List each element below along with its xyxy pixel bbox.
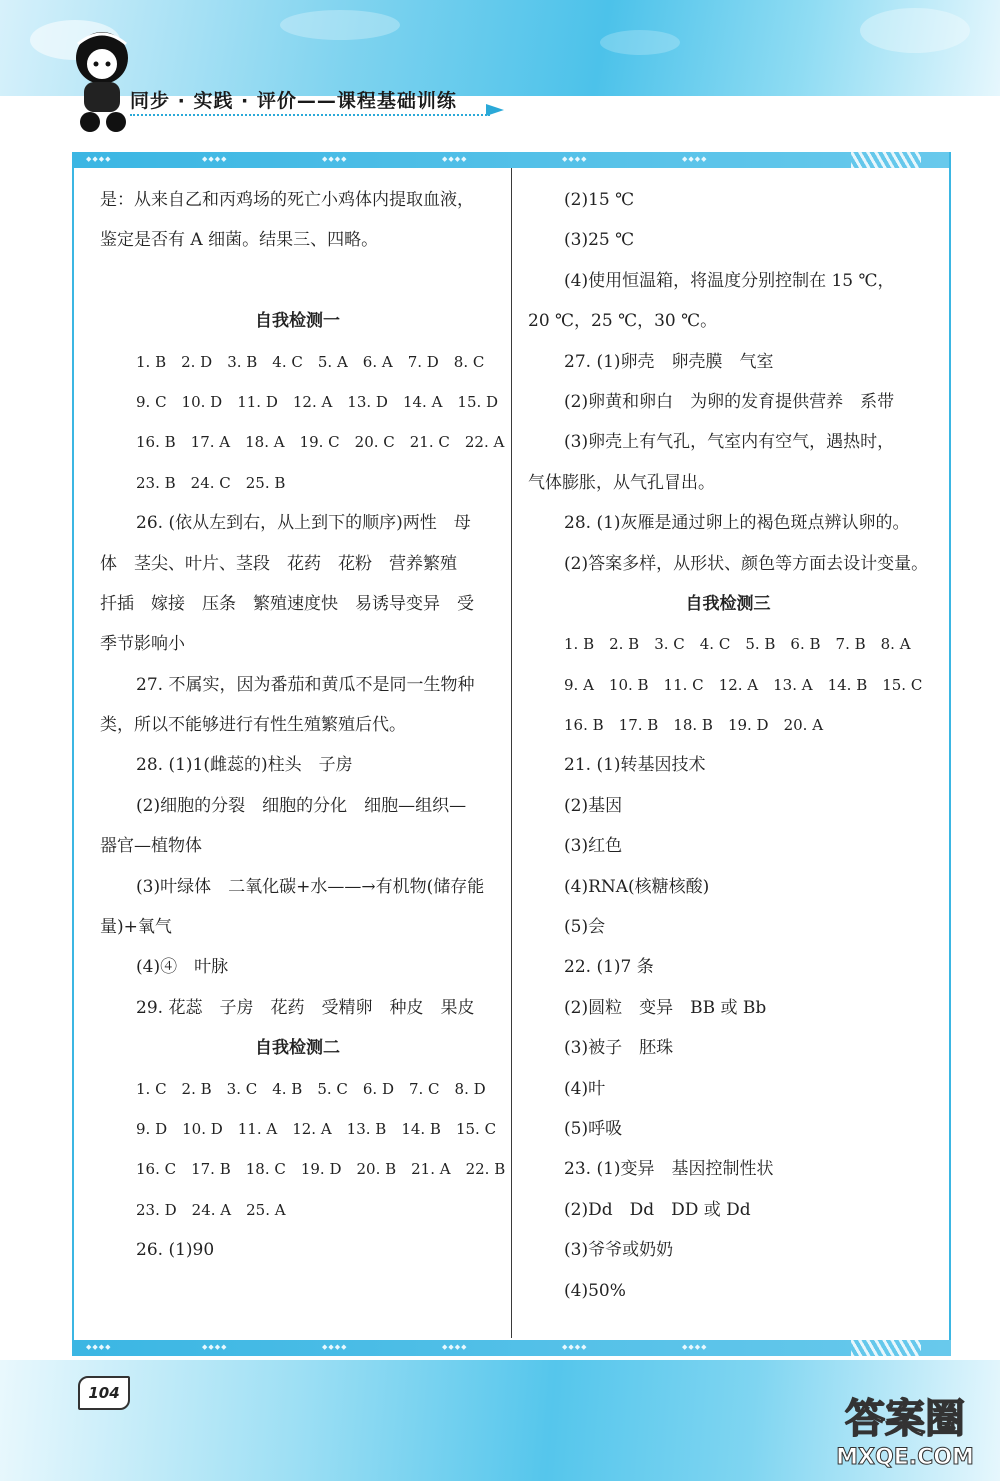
- answer-line: 体 茎尖、叶片、茎段 花药 花粉 营养繁殖: [100, 553, 457, 574]
- answer-line: 26. (依从左到右，从上到下的顺序)两性 母: [136, 513, 471, 534]
- blank-line: [100, 261, 495, 301]
- answer-line: 22. (1)7 条: [564, 957, 654, 978]
- answer-line: 1. B 2. B 3. C 4. C 5. B 6. B 7. B 8. A: [564, 635, 911, 654]
- top-frame-bar: ◆◆◆◆ ◆◆◆◆ ◆◆◆◆ ◆◆◆◆ ◆◆◆◆ ◆◆◆◆: [72, 152, 951, 168]
- answer-line: 23. (1)变异 基因控制性状: [564, 1159, 774, 1180]
- answer-line: 量)+氧气: [100, 917, 172, 938]
- answer-line: (2)答案多样，从形状、颜色等方面去设计变量。: [564, 553, 929, 574]
- answer-line: 27. (1)卵壳 卵壳膜 气室: [564, 351, 774, 372]
- answer-line: (3)爷爷或奶奶: [564, 1240, 674, 1261]
- answer-line: 21. (1)转基因技术: [564, 755, 706, 776]
- left-answer-column: [100, 180, 506, 1271]
- answer-line: (2)细胞的分裂 细胞的分化 细胞—组织—: [136, 795, 467, 816]
- answer-line: 是：从来自乙和丙鸡场的死亡小鸡体内提取血液，: [100, 190, 474, 210]
- answer-line: 1. C 2. B 3. C 4. B 5. C 6. D 7. C 8. D: [136, 1079, 486, 1098]
- mascot-character-icon: [70, 18, 132, 136]
- answer-line: 23. D 24. A 25. A: [136, 1200, 286, 1219]
- section-heading: 自我检测二: [255, 1038, 340, 1059]
- answer-line: (3)被子 胚珠: [564, 1038, 674, 1059]
- answer-line: (4)④ 叶脉: [136, 957, 229, 978]
- page-number: 104: [78, 1376, 130, 1410]
- answer-line: 28. (1)灰雁是通过卵上的褐色斑点辨认卵的。: [564, 513, 910, 534]
- bottom-frame-bar: ◆◆◆◆ ◆◆◆◆ ◆◆◆◆ ◆◆◆◆ ◆◆◆◆ ◆◆◆◆: [72, 1340, 951, 1356]
- watermark-logo: [820, 1384, 990, 1474]
- answer-line: 28. (1)1(雌蕊的)柱头 子房: [136, 755, 353, 776]
- answer-line: 27. 不属实，因为番茄和黄瓜不是同一生物种: [136, 674, 475, 695]
- answer-line: (5)呼吸: [564, 1118, 623, 1139]
- watermark-url: MXQE.COM: [836, 1445, 974, 1470]
- answer-line: 季节影响小: [100, 634, 185, 655]
- answer-line: 9. A 10. B 11. C 12. A 13. A 14. B 15. C: [564, 675, 923, 694]
- answer-line: 类，所以不能够进行有性生殖繁殖后代。: [100, 715, 406, 736]
- answer-line: 器官—植物体: [100, 836, 202, 857]
- watermark-title: 答案圈: [845, 1396, 965, 1442]
- answer-line: 鉴定是否有 A 细菌。结果三、四略。: [100, 230, 379, 251]
- answer-line: (2)圆粒 变异 BB 或 Bb: [564, 997, 767, 1018]
- section-heading: 自我检测一: [255, 311, 340, 332]
- frame-left-border: [72, 152, 74, 1344]
- answer-line: (5)会: [564, 917, 606, 938]
- answer-line: 16. B 17. A 18. A 19. C 20. C 21. C 22. A: [136, 433, 505, 452]
- answer-line: (2)Dd Dd DD 或 Dd: [564, 1199, 751, 1220]
- answer-line: (4)使用恒温箱，将温度分别控制在 15 ℃，: [564, 270, 895, 291]
- answer-line: (3)红色: [564, 836, 623, 857]
- answer-line: 29. 花蕊 子房 花药 受精卵 种皮 果皮: [136, 997, 475, 1018]
- answer-line: (2)卵黄和卵白 为卵的发育提供营养 系带: [564, 391, 895, 412]
- right-answer-column: [528, 180, 928, 1311]
- top-decorative-banner: [0, 0, 1000, 96]
- answer-line: (3)叶绿体 二氧化碳+水——→有机物(储存能: [136, 876, 485, 897]
- answer-line: (3)25 ℃: [564, 230, 635, 251]
- answer-line: 16. B 17. B 18. B 19. D 20. A: [564, 716, 824, 735]
- frame-right-border: [949, 152, 951, 1344]
- answer-line: 23. B 24. C 25. B: [136, 473, 286, 492]
- answer-line: 1. B 2. D 3. B 4. C 5. A 6. A 7. D 8. C: [136, 352, 485, 371]
- answer-line: 气体膨胀，从气孔冒出。: [528, 472, 715, 493]
- answer-line: (4)叶: [564, 1078, 606, 1099]
- answer-line: 扦插 嫁接 压条 繁殖速度快 易诱导变异 受: [100, 593, 474, 614]
- header-title: 同步 · 实践 · 评价——课程基础训练: [130, 90, 457, 112]
- answer-line: 20 ℃，25 ℃，30 ℃。: [528, 311, 718, 332]
- answer-line: (2)基因: [564, 795, 623, 816]
- header-arrow-icon: [486, 104, 504, 116]
- answer-line: 26. (1)90: [136, 1240, 215, 1261]
- header-underline: [130, 114, 490, 116]
- answer-line: (4)RNA(核糖核酸): [564, 876, 710, 897]
- answer-line: (2)15 ℃: [564, 190, 635, 210]
- answer-line: 9. D 10. D 11. A 12. A 13. B 14. B 15. C: [136, 1119, 497, 1138]
- answer-line: (4)50%: [564, 1280, 626, 1301]
- answer-line: 16. C 17. B 18. C 19. D 20. B 21. A 22. B: [136, 1160, 506, 1179]
- column-divider: [511, 168, 512, 1338]
- answer-line: (3)卵壳上有气孔，气室内有空气，遇热时，: [564, 432, 895, 453]
- section-heading: 自我检测三: [685, 593, 771, 614]
- answer-line: 9. C 10. D 11. D 12. A 13. D 14. A 15. D: [136, 392, 499, 411]
